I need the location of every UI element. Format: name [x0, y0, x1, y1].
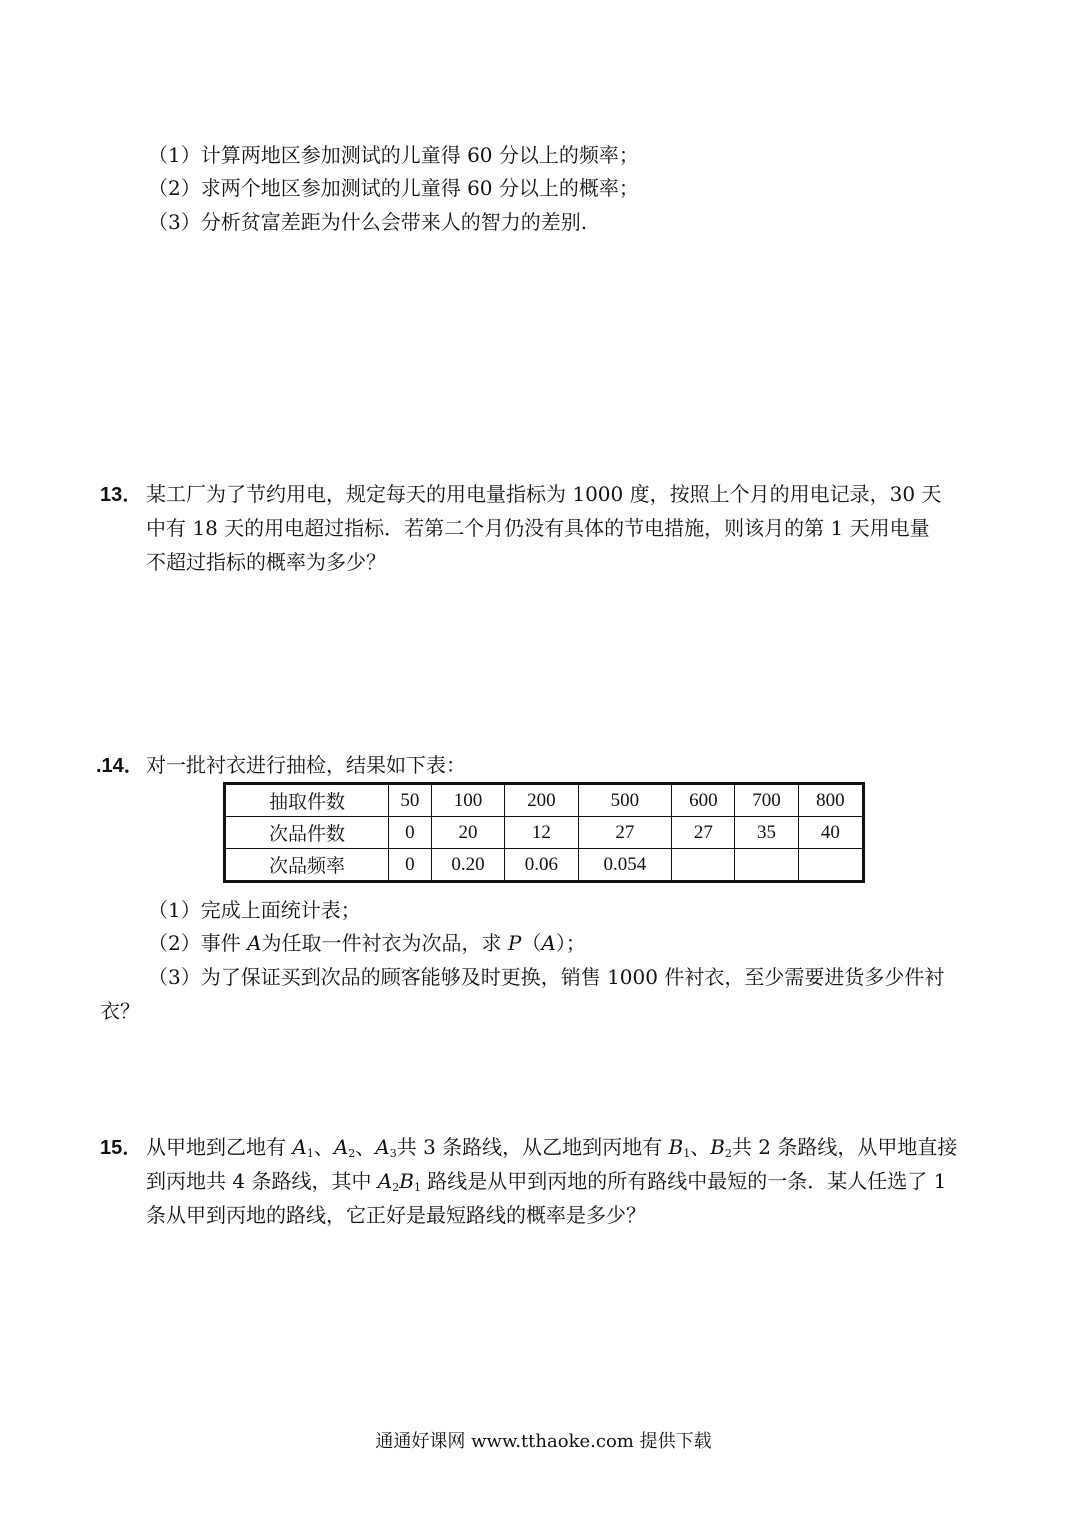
table-row [225, 784, 864, 817]
table-cell: 0.20 [431, 849, 504, 882]
q14-part-2: （2）事件 A为任取一件衬衣为次品，求 P（A）； [148, 931, 586, 955]
table-cell: 27 [672, 817, 735, 849]
q14-number: .14． [96, 755, 144, 777]
q15-line-2: 到丙地共 4 条路线，其中 $A_2B_1$ 路线是从甲到丙地的所有路线中最短的一条．某人任选了 1 [146, 1169, 947, 1194]
table-cell: 200 [505, 784, 578, 817]
q15-line-3: 条从甲到丙地的路线，它正好是最短路线的概率是多少？ [146, 1203, 646, 1227]
q14-intro: 对一批衬衣进行抽检，结果如下表： [146, 753, 466, 777]
q15-number: 15． [100, 1137, 143, 1159]
q13-line-1: 某工厂为了节约用电，规定每天的用电量指标为 1000 度，按照上个月的用电记录，30 天 [146, 482, 942, 506]
table-row [225, 849, 864, 882]
q12-part-1: （1）计算两地区参加测试的儿童得 60 分以上的频率； [148, 143, 639, 167]
table-cell [735, 849, 798, 882]
q15-line-1: 从甲地到乙地有 $A_1$、$A_2$、$A_3$共 3 条路线，从乙地到丙地有 $B_1$、$B_2$共 2 条路线，从甲地直接 [146, 1135, 958, 1160]
table-cell [798, 849, 863, 882]
table-cell: 0 [389, 817, 432, 849]
table-cell: 0.06 [505, 849, 578, 882]
q13-number: 13． [100, 484, 143, 506]
row-label: 抽取件数 [225, 784, 389, 817]
table-cell: 700 [735, 784, 798, 817]
q14-part-3: （3）为了保证买到次品的顾客能够及时更换，销售 1000 件衬衣，至少需要进货多少件衬 [148, 965, 945, 989]
q14-part-1: （1）完成上面统计表； [148, 898, 361, 922]
table-cell: 27 [578, 817, 672, 849]
q12-part-2: （2）求两个地区参加测试的儿童得 60 分以上的概率； [148, 176, 639, 200]
table-cell: 35 [735, 817, 798, 849]
table-cell: 20 [431, 817, 504, 849]
table-cell: 100 [431, 784, 504, 817]
page-footer: 通通好课网 www.tthaoke.com 提供下载 [375, 1431, 712, 1452]
q13-line-2: 中有 18 天的用电超过指标．若第二个月仍没有具体的节电措施，则该月的第 1 天用电量 [146, 516, 930, 540]
table-row [225, 817, 864, 849]
row-label: 次品件数 [225, 817, 389, 849]
table-cell: 500 [578, 784, 672, 817]
table-cell: 50 [389, 784, 432, 817]
table-cell: 0 [389, 849, 432, 882]
q13-line-3: 不超过指标的概率为多少？ [146, 550, 386, 574]
sampling-table [223, 782, 865, 883]
q14-part-3-cont: 衣？ [100, 999, 140, 1023]
row-label: 次品频率 [225, 849, 389, 882]
table-cell: 0.054 [578, 849, 672, 882]
table-cell: 600 [672, 784, 735, 817]
q12-part-3: （3）分析贫富差距为什么会带来人的智力的差别. [148, 210, 588, 234]
table-cell [672, 849, 735, 882]
table-cell: 40 [798, 817, 863, 849]
table-cell: 800 [798, 784, 863, 817]
table-cell: 12 [505, 817, 578, 849]
